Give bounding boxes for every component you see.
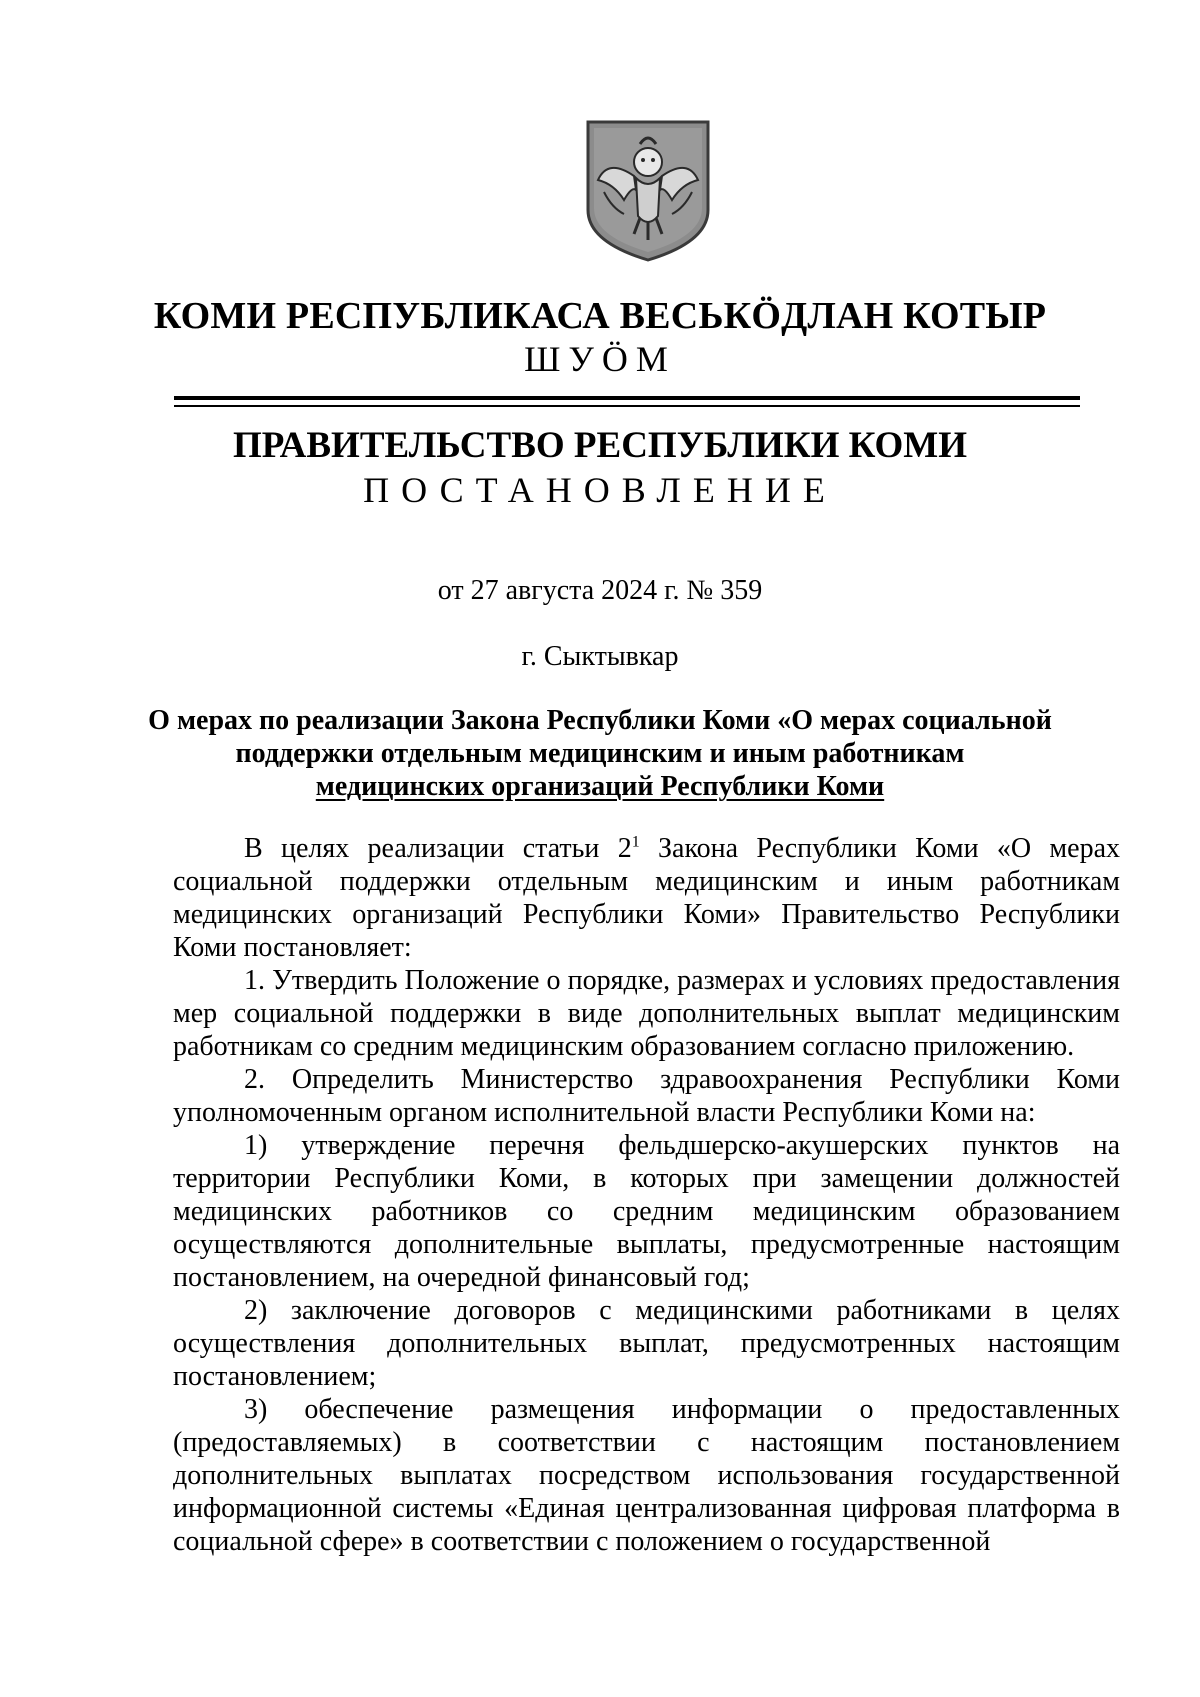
header-divider-thick [174,396,1080,400]
header-divider-thin [174,405,1080,407]
document-title [0,704,1200,803]
paragraph-2-item-3: 3) обеспечение размещения информации о предоставленных (предоставляемых) в соответствии с настоящим постановлением дополнительных выплатах посредством использования государственной информационной системы «Единая централизованная цифровая платформа в социальной сфере» в соответствии с положением о государственной [173,1394,1120,1557]
resolution-label: ПОСТАНОВЛЕНИЕ [363,470,837,510]
paragraph-1: 1. Утвердить Положение о порядке, размерах и условиях предоставления мер социальной поддержки в виде дополнительных выплат медицинским работникам со средним медицинским образованием согласно приложению. [173,965,1120,1062]
komi-government-title: КОМИ РЕСПУБЛИКАСА ВЕСЬКӦДЛАН КОТЫР [153,295,1047,337]
article-superscript: 1 [631,833,640,851]
intro-text-start: В целях реализации статьи 2 [244,833,632,864]
document-body [173,832,1120,1558]
intro-paragraph [173,832,1120,964]
komi-resolution-label: ШУӦМ [524,339,676,379]
document-title-line-3: медицинских организаций Республики Коми [315,771,885,802]
paragraph-2: 2. Определить Министерство здравоохранения Республики Коми уполномоченным органом исполнительной власти Республики Коми на: [173,1064,1120,1128]
government-title: ПРАВИТЕЛЬСТВО РЕСПУБЛИКИ КОМИ [233,425,967,466]
document-city: г. Сыктывкар [521,641,679,672]
document-title-line-1: О мерах по реализации Закона Республики Коми «О мерах социальной [148,705,1052,736]
intro-text-end: Закона Республики Коми «О мерах социальной поддержки отдельным медицинским и иным работникам медицинских организаций Республики Коми» Правительство Республики Коми постановляет: [173,833,1120,963]
document-date-number: от 27 августа 2024 г. № 359 [437,575,763,606]
paragraph-2-item-1: 1) утверждение перечня фельдшерско-акушерских пунктов на территории Республики Коми, в которых при замещении должностей медицинских работников со средним медицинским образованием осуществляются дополнительные выплаты, предусмотренные настоящим постановлением, на очередной финансовый год; [173,1130,1120,1293]
paragraph-2-item-2: 2) заключение договоров с медицинскими работниками в целях осуществления дополнительных выплат, предусмотренных настоящим постановлением; [173,1295,1120,1392]
document-title-line-2: поддержки отдельным медицинским и иным работникам [235,738,965,769]
komi-coat-of-arms-icon [584,118,712,264]
